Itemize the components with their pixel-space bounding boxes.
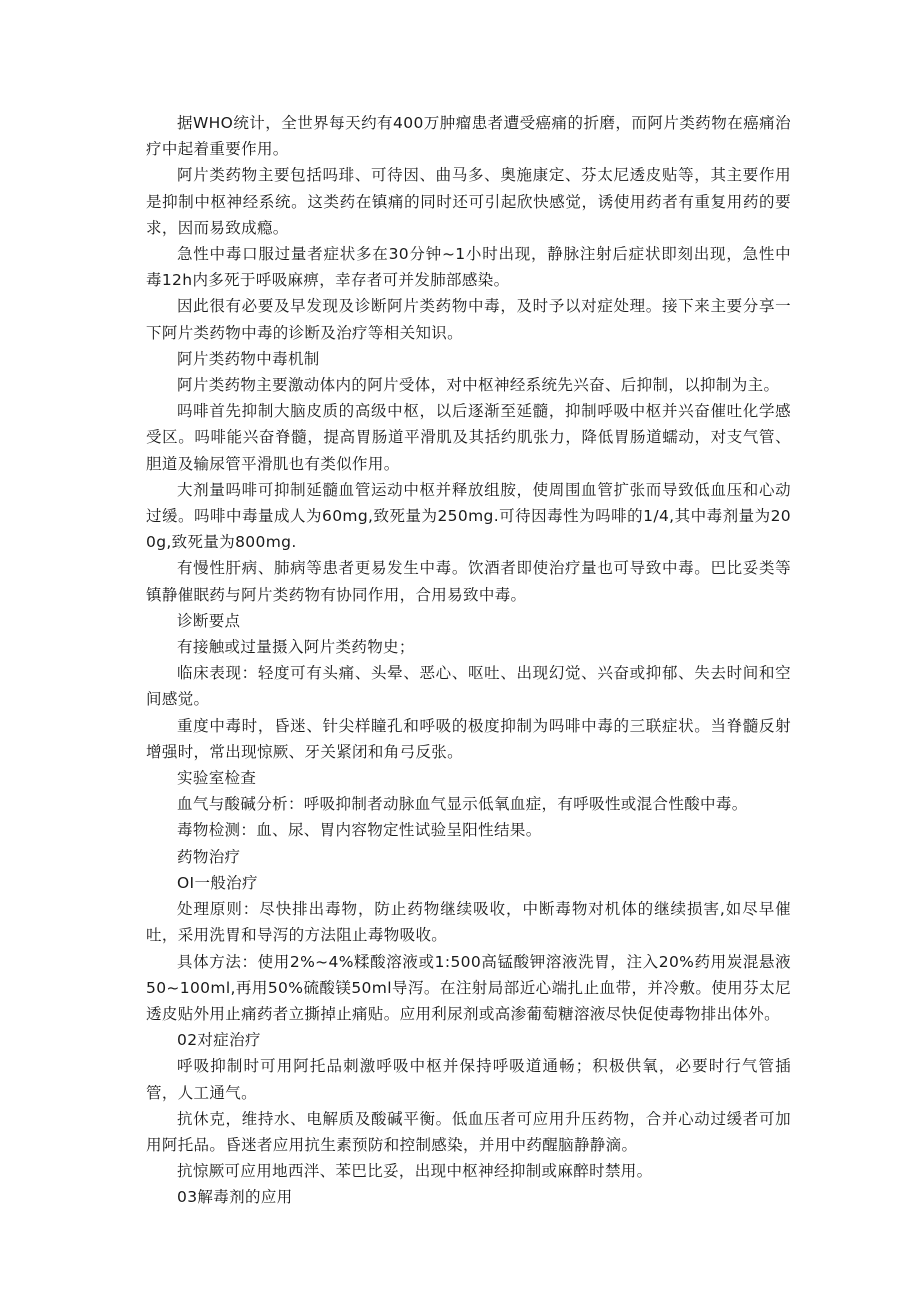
subheading-symptomatic-treatment: 02对症治疗 xyxy=(177,1031,261,1050)
paragraph-anticonvulsant: 抗惊厥可应用地西泮、苯巴比妥，出现中枢神经抑制或麻醉时禁用。 xyxy=(177,1162,653,1181)
paragraph-treatment-principle: 处理原则：尽快排出毒物，防止药物继续吸收，中断毒物对机体的继续损害,如尽早催吐，采用洗胃和导泻的方法阻止毒物吸收。 xyxy=(146,900,791,945)
paragraph-risk-factors: 有慢性肝病、肺病等患者更易发生中毒。饮酒者即使治疗量也可导致中毒。巴比妥类等镇静催眠药与阿片类药物有协同作用，合用易致中毒。 xyxy=(146,559,791,604)
paragraph-treatment-method: 具体方法：使用2%~4%糅酸溶液或1:500高锰酸钾溶液洗胃，注入20%药用炭混悬液50~100ml,再用50%硫酸镁50ml导泻。在注射局部近心端扎止血带，并冷敷。使用芬太尼透皮贴外用止痛药者立撕掉止痛贴。应用利尿剂或高渗葡萄糖溶液尽快促使毒物排出体外。 xyxy=(146,952,791,1023)
paragraph-morphine-cortex: 吗啡首先抑制大脑皮质的高级中枢，以后逐渐至延髓，抑制呼吸中枢并兴奋催吐化学感受区。吗啡能兴奋脊髓，提高胃肠道平滑肌及其括约肌张力，降低胃肠道蠕动，对支气管、胆道及输尿管平滑肌也有类似作用。 xyxy=(146,402,791,473)
paragraph-anti-shock: 抗休克，维持水、电解质及酸碱平衡。低血压者可应用升压药物，合并心动过缓者可加用阿托品。昏迷者应用抗生素预防和控制感染，并用中药醒脑静静滴。 xyxy=(146,1109,791,1154)
paragraph-opioid-types: 阿片类药物主要包括吗琲、可待因、曲马多、奥施康定、芬太尼透皮贴等，其主要作用是抑制中枢神经系统。这类药在镇痛的同时还可引起欣快感觉，诱使用药者有重复用药的要求，因而易致成瘾。 xyxy=(146,166,791,237)
paragraph-clinical-mild: 临床表现：轻度可有头痛、头晕、恶心、呕吐、出现幻觉、兴奋或抑郁、失去时间和空间感觉。 xyxy=(146,664,791,709)
paragraph-exposure-history: 有接触或过量摄入阿片类药物史； xyxy=(177,638,415,657)
section-heading-treatment: 药物治疗 xyxy=(177,847,241,866)
paragraph-respiratory-support: 呼吸抑制时可用阿托品刺激呼吸中枢并保持呼吸道通畅；积极供氧，必要时行气管插管，人工通气。 xyxy=(146,1057,791,1102)
paragraph-toxin-test: 毒物检测：血、尿、胃内容物定性试验呈阳性结果。 xyxy=(177,821,542,840)
subheading-general-treatment: OI一般治疗 xyxy=(177,873,258,892)
section-heading-mechanism: 阿片类药物中毒机制 xyxy=(177,349,320,368)
subheading-antidote: 03解毒剂的应用 xyxy=(177,1188,293,1207)
paragraph-blood-gas: 血气与酸碱分析：呼吸抑制者动脉血气显示低氧血症，有呼吸性或混合性酸中毒。 xyxy=(177,795,748,814)
paragraph-clinical-severe: 重度中毒时，昏迷、针尖样瞳孔和呼吸的极度抑制为吗啡中毒的三联症状。当脊髓反射增强时，常出现惊厥、牙关紧闭和角弓反张。 xyxy=(146,716,791,761)
paragraph-dose-toxicity: 大剂量吗啡可抑制延髓血管运动中枢并释放组胺，使周围血管扩张而导致低血压和心动过缓。吗啡中毒量成人为60mg,致死量为250mg.可待因毒性为吗啡的1/4,其中毒剂量为200g,致死量为800mg. xyxy=(146,480,791,552)
section-heading-lab: 实验室检查 xyxy=(177,769,257,788)
paragraph-intro-who: 据WHO统计，全世界每天约有400万肿瘤患者遭受癌痛的折磨，而阿片类药物在癌痛治疗中起着重要作用。 xyxy=(146,114,791,159)
section-heading-diagnosis: 诊断要点 xyxy=(177,611,241,630)
paragraph-early-detection: 因此很有必要及早发现及诊断阿片类药物中毒，及时予以对症处理。接下来主要分享一下阿片类药物中毒的诊断及治疗等相关知识。 xyxy=(146,297,791,342)
paragraph-mechanism-receptor: 阿片类药物主要激动体内的阿片受体，对中枢神经系统先兴奋、后抑制，以抑制为主。 xyxy=(177,376,780,395)
document-body xyxy=(146,110,791,1211)
paragraph-acute-poisoning: 急性中毒口服过量者症状多在30分钟~1小时出现，静脉注射后症状即刻出现，急性中毒12h内多死于呼吸麻痹，幸存者可并发肺部感染。 xyxy=(146,245,791,290)
